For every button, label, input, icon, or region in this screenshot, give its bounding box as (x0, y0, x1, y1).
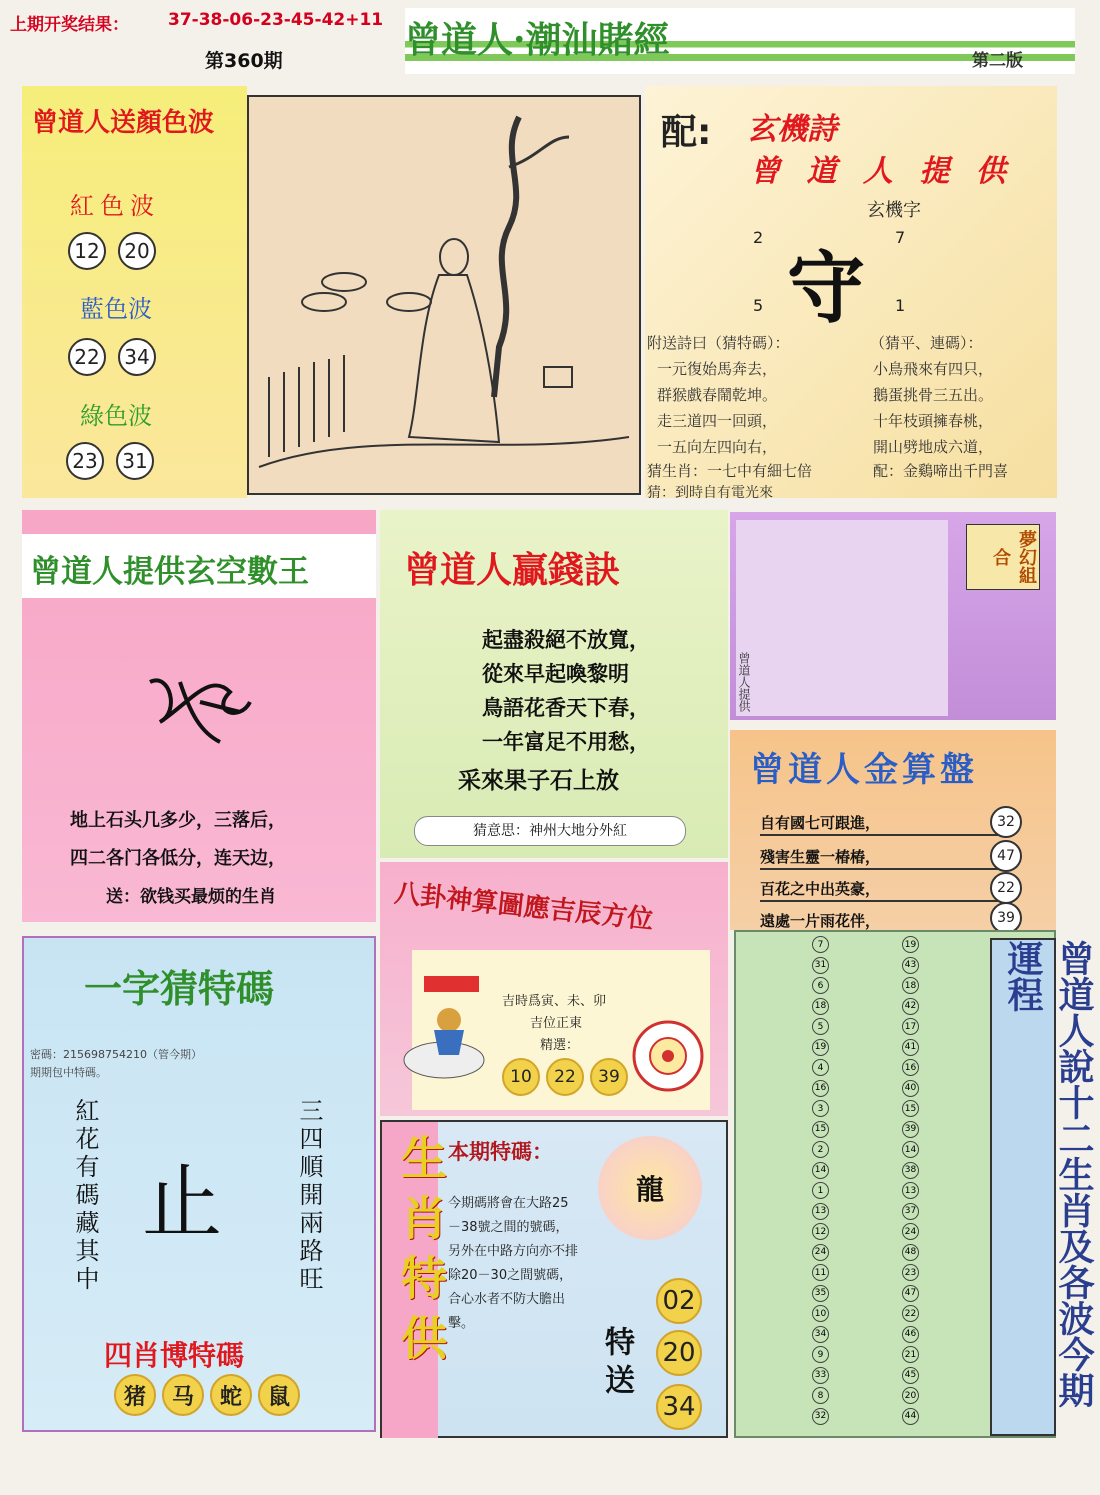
zodiac-right-number: 48 (902, 1244, 919, 1261)
zodiac-right-number: 15 (902, 1100, 919, 1117)
blue-wave-numbers (68, 338, 156, 376)
zodiac-right-number: 13 (902, 1182, 919, 1199)
zodiac-animal: 龍 (598, 1136, 702, 1240)
zodiac-right-number: 45 (902, 1367, 919, 1384)
zodiac-right-number: 20 (902, 1387, 919, 1404)
four-title: 四肖博特碼 (104, 1339, 245, 1372)
one-char-note: 期期包中特碼。 (30, 1066, 107, 1079)
key-label: 玄機字 (867, 200, 921, 221)
warrior-on-horse-icon (394, 970, 494, 1100)
bagua-pick: 39 (590, 1058, 628, 1096)
zodiac-right-number: 46 (902, 1326, 919, 1343)
poem-right-line: 開山劈地成六道， (873, 438, 994, 456)
zodiac-left-number: 1 (812, 1182, 829, 1199)
bagua-panel (380, 862, 728, 1116)
color-wave-panel (22, 86, 247, 498)
poem-right-line: 十年枝頭擁春桃， (873, 412, 994, 430)
issue-number: 第360期 (205, 50, 283, 72)
one-char-title: 一字猜特碼 (84, 966, 275, 1011)
abacus-number: 47 (990, 840, 1022, 872)
bagua-picks (502, 1058, 628, 1096)
fantasy-panel (730, 512, 1056, 720)
win-hint: 猜意思：神州大地分外紅 (414, 816, 686, 846)
zodiac-left-number: 35 (812, 1285, 829, 1302)
poem-provider: 曾 道 人 提 供 (750, 154, 1014, 189)
pei-label: 配: (661, 112, 712, 153)
four-animals (114, 1374, 300, 1416)
red-wave-label: 紅色波 (70, 192, 160, 220)
zodiac-special-subtitle: 本期特碼： (448, 1140, 553, 1164)
zodiac-left-number: 31 (812, 957, 829, 974)
zodiac-special-text: 今期碼將會在大路25－38號之間的號碼，另外在中路方向亦不排除20－30之間號碼，合心水者不防大膽出擊。 (448, 1196, 579, 1331)
zodiac-left-number: 24 (812, 1244, 829, 1261)
poem-left-line: 一元復始馬奔去， (657, 360, 778, 378)
poem-guess2: 猜：到時自有電光來 (647, 485, 773, 501)
key-character: 守 (787, 243, 866, 334)
zodiac-right-number: 42 (902, 998, 919, 1015)
win-line: 一年富足不用愁， (482, 730, 650, 754)
poem-panel (645, 86, 1057, 501)
zodiac-left-number: 13 (812, 1203, 829, 1220)
zodiac-right-number: 38 (902, 1162, 919, 1179)
poem-left-line: 一五向左四向右， (657, 438, 778, 456)
fantasy-author: 曾道人提供 (737, 652, 751, 712)
zodiac-left-number: 12 (812, 1223, 829, 1240)
win-line: 鳥語花香天下春， (482, 696, 650, 720)
poem-right-line: 小鳥飛來有四只， (873, 360, 994, 378)
zodiac-left-number: 4 (812, 1059, 829, 1076)
key-corner: 2 (753, 228, 764, 247)
key-corner: 5 (753, 296, 764, 315)
abacus-row: 遠處一片雨花伴， (760, 910, 1010, 934)
color-wave-title: 曾道人送顏色波 (32, 108, 215, 138)
bagua-direction: 吉位正東 (530, 1016, 583, 1031)
scribble-character-icon (140, 662, 260, 752)
abacus-row: 殘害生靈一椿椿， (760, 846, 1010, 870)
zodiac-right-number: 44 (902, 1408, 919, 1425)
one-char-left: 紅花有碼藏其中 (71, 1098, 99, 1294)
edition-label: 第二版 (972, 51, 1023, 71)
poem-left-line: 走三道四一回頭， (657, 412, 778, 430)
key-corner: 7 (895, 228, 906, 247)
zodiac-right-number: 22 (902, 1305, 919, 1322)
green-number: 23 (66, 442, 104, 480)
abacus-title: 曾道人金算盤 (750, 750, 978, 790)
poem-right-line: 鵝蛋挑骨三五出。 (873, 386, 994, 404)
bagua-pick: 10 (502, 1058, 540, 1096)
zodiac-right-number: 24 (902, 1223, 919, 1240)
zodiac-left-number: 34 (812, 1326, 829, 1343)
abacus-number: 39 (990, 902, 1022, 934)
zodiac-right-number: 39 (902, 1121, 919, 1138)
zodiac-special-panel (380, 1120, 728, 1438)
sage-illustration (247, 95, 641, 495)
zodiac-right-number: 37 (902, 1203, 919, 1220)
twelve-zodiac-panel (734, 930, 1095, 1438)
xuankong-panel (22, 510, 376, 922)
zodiac-right-number: 14 (902, 1141, 919, 1158)
one-char-code: 密碼：215698754210（管今期） (30, 1048, 202, 1061)
bagua-time: 吉時爲寅、未、卯 (502, 994, 607, 1009)
zodiac-right-number: 47 (902, 1285, 919, 1302)
abacus-row: 自有國七可跟進， (760, 812, 1010, 836)
zodiac-special-number: 34 (656, 1384, 702, 1430)
zodiac-right-number: 16 (902, 1059, 919, 1076)
zodiac-left-number: 18 (812, 998, 829, 1015)
green-wave-label: 綠色波 (80, 402, 152, 430)
blue-number: 22 (68, 338, 106, 376)
green-number: 31 (116, 442, 154, 480)
poem-title: 玄機詩 (747, 112, 837, 147)
four-animal: 蛇 (210, 1374, 252, 1416)
zodiac-right-number: 43 (902, 957, 919, 974)
one-char-panel (22, 936, 376, 1432)
win-title: 曾道人贏錢訣 (404, 549, 621, 591)
zodiac-right-number: 17 (902, 1018, 919, 1035)
xuankong-line: 地上石头几多少，三落后， (70, 810, 286, 831)
zodiac-left-number: 9 (812, 1346, 829, 1363)
zodiac-left-number: 33 (812, 1367, 829, 1384)
zodiac-left-number: 16 (812, 1080, 829, 1097)
zodiac-left-number: 8 (812, 1387, 829, 1404)
zodiac-left-number: 3 (812, 1100, 829, 1117)
zodiac-left-number: 6 (812, 977, 829, 994)
zodiac-left-number: 11 (812, 1264, 829, 1281)
poem-left-head: 附送詩曰（猜特碼）： (647, 334, 790, 352)
xuankong-line: 送：欲钱买最烦的生肖 (106, 887, 276, 907)
one-char-center: 止 (142, 1156, 222, 1249)
zodiac-special-number: 02 (656, 1278, 702, 1324)
abacus-number: 32 (990, 806, 1022, 838)
zodiac-right-number: 18 (902, 977, 919, 994)
result-value: 37-38-06-23-45-42+11 (168, 10, 384, 30)
blue-wave-label: 藍色波 (80, 295, 152, 323)
fantasy-title: 夢幻組合 (966, 524, 1040, 590)
poem-guess: 猜生肖：一七中有細七倍 (647, 462, 813, 480)
zodiac-left-number: 14 (812, 1162, 829, 1179)
zodiac-left-number: 15 (812, 1121, 829, 1138)
twelve-title: 曾道人說十二生肖及各波今期運程 (1002, 940, 1095, 1408)
poem-left-line: 群猴戲春鬧乾坤。 (657, 386, 778, 404)
zodiac-right-number: 40 (902, 1080, 919, 1097)
zodiac-right-number: 21 (902, 1346, 919, 1363)
zodiac-left-number: 19 (812, 1039, 829, 1056)
zodiac-left-number: 7 (812, 936, 829, 953)
win-line: 從來早起喚黎明 (482, 662, 629, 686)
zodiac-left-number: 10 (812, 1305, 829, 1322)
red-number: 12 (68, 232, 106, 270)
red-number: 20 (118, 232, 156, 270)
zodiac-left-number: 2 (812, 1141, 829, 1158)
poem-right-head: （猜平、連碼）： (870, 334, 983, 352)
green-wave-numbers (66, 442, 154, 480)
xuankong-title: 曾道人提供玄空數王 (30, 554, 309, 590)
header-title: 曾道人·潮汕賭經 (405, 19, 670, 61)
win-line: 起盡殺絕不放寬， (482, 628, 650, 652)
zodiac-right-number: 19 (902, 936, 919, 953)
bagua-pick: 22 (546, 1058, 584, 1096)
bagua-wheel-icon (630, 1018, 706, 1094)
win-extra: 采來果子石上放 (458, 768, 619, 794)
abacus-row: 百花之中出英豪， (760, 878, 1010, 902)
zodiac-send: 特送 (599, 1326, 634, 1402)
blue-number: 34 (118, 338, 156, 376)
four-animal: 鼠 (258, 1374, 300, 1416)
four-animal: 猪 (114, 1374, 156, 1416)
result-label: 上期开奖结果： (10, 15, 129, 35)
zodiac-right-number: 23 (902, 1264, 919, 1281)
abacus-number: 22 (990, 872, 1022, 904)
red-wave-numbers (68, 232, 156, 270)
bagua-pick-label: 精選： (540, 1038, 580, 1053)
win-panel (380, 510, 728, 858)
zodiac-left-number: 5 (812, 1018, 829, 1035)
poem-pei2: 配：金鷄啼出千門喜 (873, 462, 1009, 480)
zodiac-right-number: 41 (902, 1039, 919, 1056)
xuankong-line: 四二各门各低分，连天边， (70, 848, 286, 869)
fantasy-text-area (736, 520, 948, 716)
zodiac-left-number: 32 (812, 1408, 829, 1425)
key-corner: 1 (895, 296, 906, 315)
zodiac-special-title: 生肖特供 (394, 1134, 448, 1374)
four-animal: 马 (162, 1374, 204, 1416)
bagua-title: 八卦神算圖應吉辰方位 (392, 878, 655, 936)
one-char-right: 三四順開兩路旺 (295, 1098, 323, 1294)
zodiac-special-number: 20 (656, 1330, 702, 1376)
sage-drawing-icon (249, 97, 639, 493)
